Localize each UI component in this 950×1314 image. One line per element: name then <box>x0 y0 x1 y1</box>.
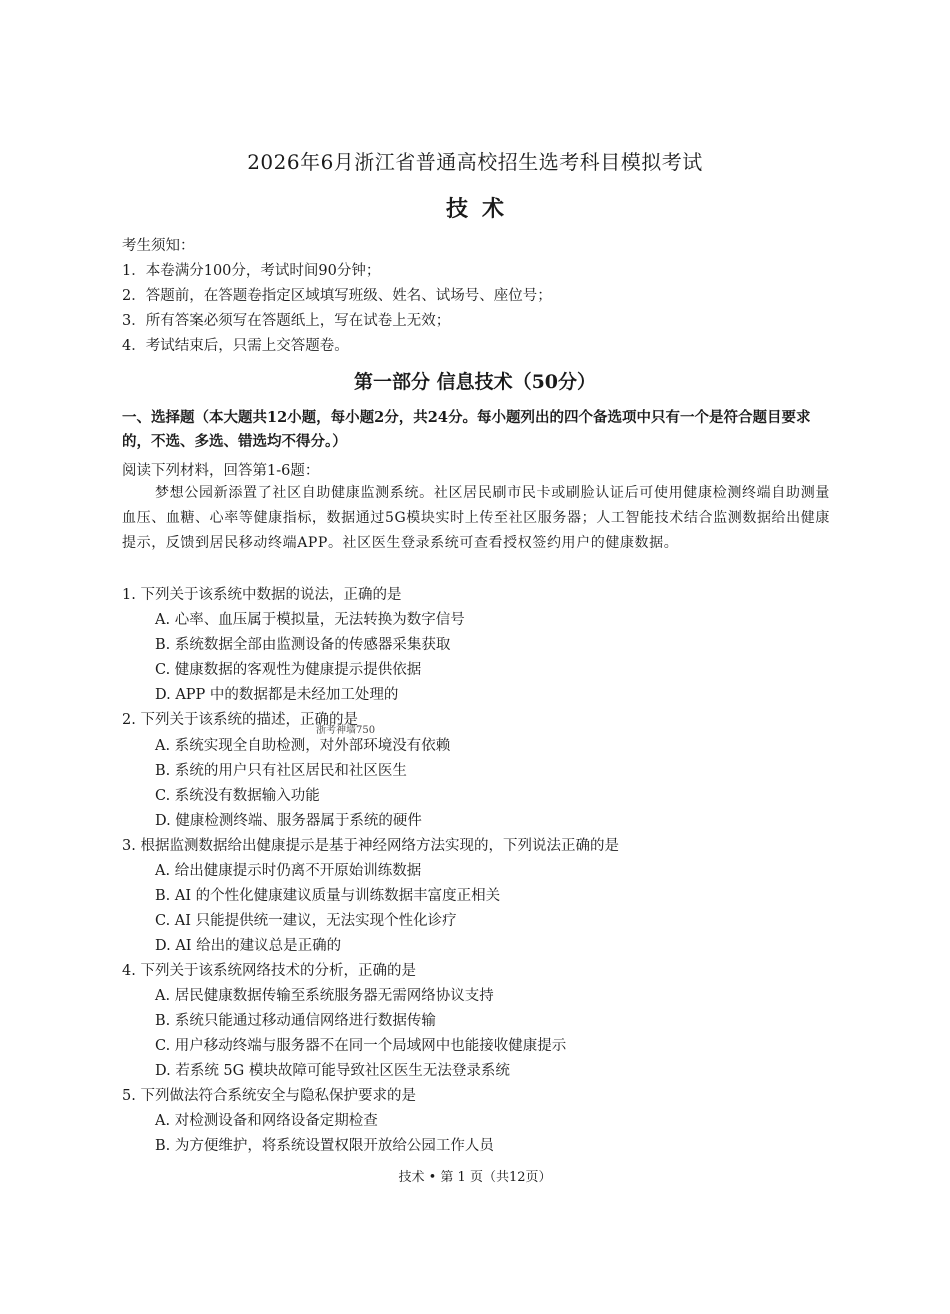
question-option: D. APP 中的数据都是未经加工处理的 <box>155 687 399 703</box>
page-footer: 技术 • 第 1 页（共12页） <box>398 1170 552 1185</box>
question-option: B. 为方便维护，将系统设置权限开放给公园工作人员 <box>155 1138 494 1154</box>
question-option: C. AI 只能提供统一建议，无法实现个性化诊疗 <box>155 913 457 929</box>
reading-material: 梦想公园新添置了社区自助健康监测系统。社区居民刷市民卡或刷脸认证后可使用健康检测终端自助测量血压、血糖、心率等健康指标，数据通过5G模块实时上传至社区服务器；人工智能技术结合监测数据给出健康提示，反馈到居民移动终端APP。社区医生登录系统可查看授权签约用户的健康数据。 <box>122 485 830 551</box>
question-stem: 5. 下列做法符合系统安全与隐私保护要求的是 <box>122 1088 416 1104</box>
section-heading: 一、选择题（本大题共12小题，每小题2分，共24分。每小题列出的四个备选项中只有一个是符合题目要求的，不选、多选、错选均不得分。） <box>122 409 811 450</box>
question-option: A. 居民健康数据传输至系统服务器无需网络协议支持 <box>155 988 494 1004</box>
question-option: D. 健康检测终端、服务器属于系统的硬件 <box>155 813 422 829</box>
question-option: A. 给出健康提示时仍离不开原始训练数据 <box>155 863 422 879</box>
exam-title: 2026年6月浙江省普通高校招生选考科目模拟考试 <box>247 150 703 174</box>
question-option: C. 用户移动终端与服务器不在同一个局域网中也能接收健康提示 <box>155 1038 567 1054</box>
notice-heading: 考生须知： <box>122 238 195 254</box>
notice-item: 2．答题前，在答题卷指定区域填写班级、姓名、试场号、座位号； <box>122 288 552 304</box>
reading-prompt: 阅读下列材料，回答第1-6题： <box>122 463 320 479</box>
question-option: B. 系统的用户只有社区居民和社区医生 <box>155 763 407 779</box>
watermark: 浙考神墙750 <box>316 725 376 736</box>
question-option: D. 若系统 5G 模块故障可能导致社区医生无法登录系统 <box>155 1063 510 1079</box>
subject-title: 技术 <box>445 196 518 222</box>
question-stem: 3. 根据监测数据给出健康提示是基于神经网络方法实现的，下列说法正确的是 <box>122 838 619 854</box>
notice-item: 1．本卷满分100分，考试时间90分钟； <box>122 263 381 279</box>
notice-item: 3．所有答案必须写在答题纸上，写在试卷上无效； <box>122 313 451 329</box>
question-option: C. 系统没有数据输入功能 <box>155 788 320 804</box>
question-option: B. 系统数据全部由监测设备的传感器采集获取 <box>155 637 451 653</box>
question-stem: 1. 下列关于该系统中数据的说法，正确的是 <box>122 587 402 603</box>
question-stem: 4. 下列关于该系统网络技术的分析，正确的是 <box>122 963 416 979</box>
question-option: C. 健康数据的客观性为健康提示提供依据 <box>155 662 422 678</box>
question-option: A. 系统实现全自助检测，对外部环境没有依赖 <box>155 738 451 754</box>
notice-item: 4．考试结束后，只需上交答题卷。 <box>122 338 349 354</box>
part-title: 第一部分 信息技术（50分） <box>353 371 597 393</box>
question-option: A. 心率、血压属于模拟量，无法转换为数字信号 <box>155 612 465 628</box>
question-option: D. AI 给出的建议总是正确的 <box>155 938 342 954</box>
question-option: B. AI 的个性化健康建议质量与训练数据丰富度正相关 <box>155 888 501 904</box>
question-stem: 2. 下列关于该系统的描述，正确的是 <box>122 712 358 728</box>
question-option: A. 对检测设备和网络设备定期检查 <box>155 1113 378 1129</box>
question-option: B. 系统只能通过移动通信网络进行数据传输 <box>155 1013 436 1029</box>
